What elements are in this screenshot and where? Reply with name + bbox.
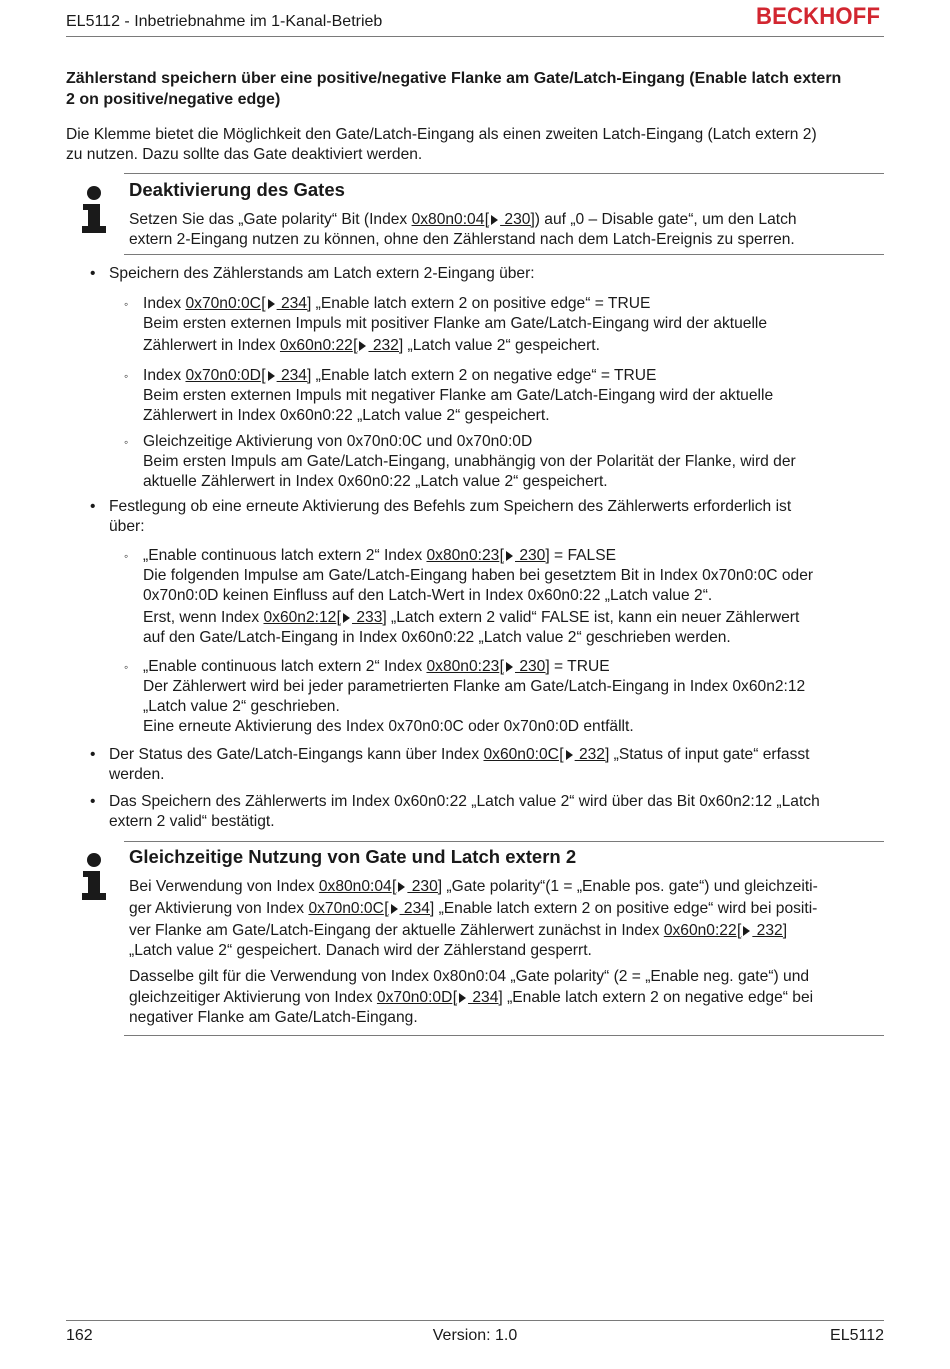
arrow-right-icon: [459, 993, 466, 1003]
arrow-right-icon: [491, 215, 498, 225]
page-ref-233[interactable]: [ 233]: [336, 609, 387, 626]
page-ref-232[interactable]: [ 232]: [737, 922, 788, 939]
arrow-right-icon: [506, 662, 513, 672]
list-item-2: Festlegung ob eine erneute Aktivierung des Befehls zum Speichern des Zählerwerts erforderlich ist über:: [109, 498, 792, 535]
note-1-bottom-rule: [124, 254, 884, 255]
note-2-top-rule: [124, 841, 884, 842]
version-label: Version: 1.0: [432, 1327, 518, 1344]
sub-item-4: „Enable continuous latch extern 2“ Index 0x80n0:23 [ 230] = FALSE Die folgenden Impulse am Gate/Latch-Eingang haben bei gesetztem Bit in Index 0x70n0:0C oder 0x70n0:0D keinen Einfluss auf den Latch-Wert in Index 0x60n0:22 „Latch value 2“. Erst, wenn Index 0x60n2:12 [ 233] „Latch extern 2 valid“ FALSE ist, kann ein neuer Zählerwert auf den Gate/Latch-Eingang in Index 0x60n0:22 „Latch value 2“ geschrieben werden.: [143, 547, 814, 646]
page-ref-230[interactable]: [ 230]: [499, 547, 550, 564]
page-ref-234[interactable]: [ 234]: [452, 989, 503, 1006]
section-title-line-2: 2 on positive/negative edge): [66, 91, 281, 108]
link-0x80n0-04[interactable]: 0x80n0:04: [318, 878, 392, 895]
sub-bullet: ◦: [124, 369, 129, 383]
note-2-title: Gleichzeitige Nutzung von Gate und Latch extern 2: [129, 846, 577, 867]
footer-rule: [66, 1320, 884, 1321]
intro-paragraph: [66, 125, 886, 165]
sub-bullet: ◦: [124, 549, 129, 563]
arrow-right-icon: [391, 904, 398, 914]
link-0x70n0-0C[interactable]: 0x70n0:0C: [308, 900, 384, 917]
arrow-right-icon: [268, 371, 275, 381]
arrow-right-icon: [359, 341, 366, 351]
bullet: •: [90, 265, 96, 282]
page-ref-232[interactable]: [ 232]: [353, 337, 404, 354]
sub-item-1: Index 0x70n0:0C [ 234] „Enable latch extern 2 on positive edge“ = TRUE Beim ersten externen Impuls mit positiver Flanke am Gate/Latch-Eingang wird der aktuelle Zählerwert in Index 0x60n0:22 [ 232] „Latch value 2“ gespeichert.: [143, 295, 768, 354]
note-1-text: Setzen Sie das „Gate polarity“ Bit (Index 0x80n0:04 [ 230]) auf „0 – Disable gate“, um den Latch extern 2-Eingang nutzen zu können, ohne den Zählerstand nach dem Latch-Ereignis zu sperren.: [129, 211, 797, 248]
arrow-right-icon: [268, 299, 275, 309]
link-0x60n0-0C[interactable]: 0x60n0:0C: [483, 746, 559, 763]
sub-bullet: ◦: [124, 435, 129, 449]
link-0x70n0-0D[interactable]: 0x70n0:0D: [376, 989, 453, 1006]
page-ref-234[interactable]: [ 234]: [261, 367, 312, 384]
link-0x60n0-22[interactable]: 0x60n0:22: [279, 337, 353, 354]
bullet: •: [90, 793, 96, 810]
link-0x70n0-0C[interactable]: 0x70n0:0C: [185, 295, 261, 312]
link-0x60n0-22[interactable]: 0x60n0:22: [663, 922, 737, 939]
sub-item-3: Gleichzeitige Aktivierung von 0x70n0:0C und 0x70n0:0D Beim ersten Impuls am Gate/Latch-Eingang, unabhängig von der Polarität der Flanke, wird der aktuelle Zählerwert in Index 0x60n0:22 „Latch value 2“ gespeichert.: [143, 433, 796, 490]
arrow-right-icon: [506, 551, 513, 561]
link-0x60n2-12[interactable]: 0x60n2:12: [263, 609, 337, 626]
page-ref-232[interactable]: [ 232]: [559, 746, 610, 763]
sub-item-5: „Enable continuous latch extern 2“ Index 0x80n0:23 [ 230] = TRUE Der Zählerwert wird bei jeder parametrierten Flanke am Gate/Latch-Eingang in Index 0x60n2:12 „Latch value 2“ geschrieben. Eine erneute Aktivierung des Index 0x70n0:0C oder 0x70n0:0D entfällt.: [143, 658, 806, 735]
link-0x70n0-0D[interactable]: 0x70n0:0D: [185, 367, 261, 384]
link-0x80n0-23[interactable]: 0x80n0:23: [426, 547, 500, 564]
section-title-line-1: Zählerstand speichern über eine positive/negative Flanke am Gate/Latch-Eingang (Enable latch extern: [66, 70, 842, 87]
page-ref-230[interactable]: [ 230]: [392, 878, 443, 895]
page-number: 162: [66, 1327, 93, 1344]
page-ref-230[interactable]: [ 230]: [499, 658, 550, 675]
intro-line-1: Die Klemme bietet die Möglichkeit den Gate/Latch-Eingang als einen zweiten Latch-Eingang (Latch extern 2): [66, 126, 817, 143]
beckhoff-logo: BECKHOFF: [756, 3, 881, 30]
page-ref-234[interactable]: [ 234]: [261, 295, 312, 312]
section-title: [66, 68, 886, 110]
bullet: •: [90, 746, 96, 763]
product-name: EL5112: [830, 1327, 884, 1344]
note-1-title: Deaktivierung des Gates: [129, 179, 345, 200]
arrow-right-icon: [398, 882, 405, 892]
page-ref-234[interactable]: [ 234]: [384, 900, 435, 917]
list-item-3: Der Status des Gate/Latch-Eingangs kann über Index 0x60n0:0C [ 232] „Status of input gate“ erfasst werden.: [109, 746, 810, 783]
note-2-bottom-rule: [124, 1035, 884, 1036]
arrow-right-icon: [743, 926, 750, 936]
arrow-right-icon: [566, 750, 573, 760]
note-1-top-rule: [124, 173, 884, 174]
note-2-text: Bei Verwendung von Index 0x80n0:04 [ 230] „Gate polarity“(1 = „Enable pos. gate“) und gleichzeiti- ger Aktivierung von Index 0x70n0:0C [ 234] „Enable latch extern 2 on positive edge“ wird bei positi- ver Flanke am Gate/Latch-Eingang der aktuelle Zählerwert zunächst in Index 0x60n0:22 [ 232] „Latch value 2“ gespeichert. Danach wird der Zählerstand gesperrt. Dasselbe gilt für die Verwendung von Index 0x80n0:04 „Gate polarity“ (2 = „Enable neg. gate“) und gleichzeitiger Aktivierung von Index 0x70n0:0D [ 234] „Enable latch extern 2 on negative edge“ bei negativer Flanke am Gate/Latch-Eingang.: [129, 878, 818, 1026]
sub-item-2: Index 0x70n0:0D [ 234] „Enable latch extern 2 on negative edge“ = TRUE Beim ersten externen Impuls mit negativer Flanke am Gate/Latch-Eingang wird der aktuelle Zählerwert in Index 0x60n0:22 „Latch value 2“ gespeichert.: [143, 367, 774, 424]
intro-line-2: zu nutzen. Dazu sollte das Gate deaktiviert werden.: [66, 146, 423, 163]
link-0x80n0-23[interactable]: 0x80n0:23: [426, 658, 500, 675]
arrow-right-icon: [343, 613, 350, 623]
running-header-title: EL5112 - Inbetriebnahme im 1-Kanal-Betrieb: [66, 13, 383, 30]
page-ref-230[interactable]: [ 230]: [484, 211, 535, 228]
bullet: •: [90, 498, 96, 515]
header-rule: [66, 36, 884, 37]
link-0x80n0-04[interactable]: 0x80n0:04: [411, 211, 485, 228]
sub-bullet: ◦: [124, 297, 129, 311]
list-item-1: Speichern des Zählerstands am Latch extern 2-Eingang über:: [109, 265, 535, 282]
sub-bullet: ◦: [124, 660, 129, 674]
list-item-4: Das Speichern des Zählerwerts im Index 0x60n0:22 „Latch value 2“ wird über das Bit 0x60n2:12 „Latch extern 2 valid“ bestätigt.: [109, 793, 820, 830]
